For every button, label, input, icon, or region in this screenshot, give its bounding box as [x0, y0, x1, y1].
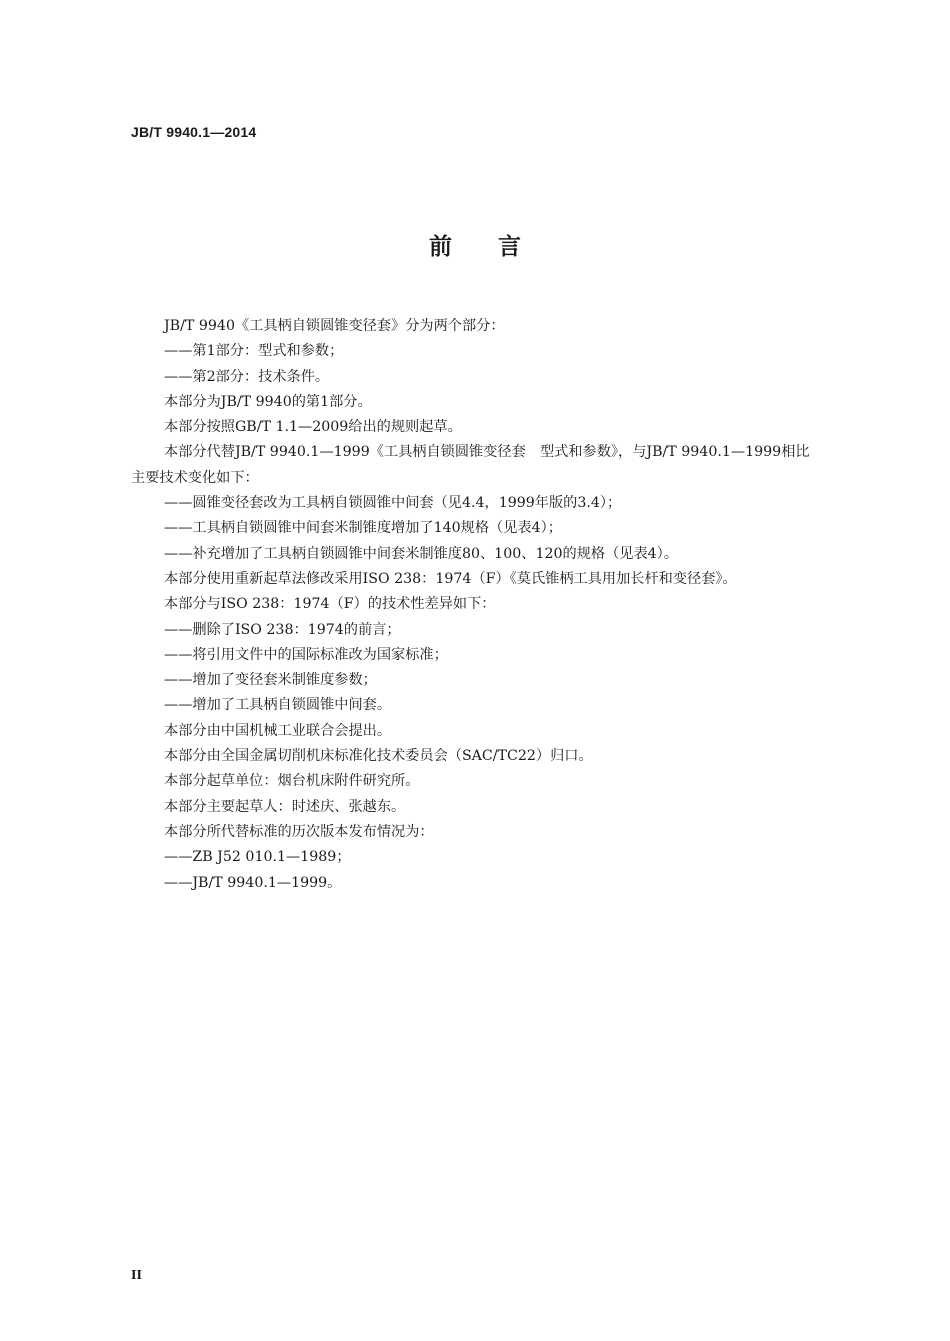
paragraph-line: 本部分按照GB/T 1.1—2009给出的规则起草。 — [164, 419, 462, 436]
list-item: ——圆锥变径套改为工具柄自锁圆锥中间套（见4.4，1999年版的3.4）； — [164, 495, 622, 512]
foreword-body — [131, 314, 881, 896]
paragraph-line: JB/T 9940《工具柄自锁圆锥变径套》分为两个部分： — [164, 318, 505, 334]
list-item: ——第1部分：型式和参数； — [164, 343, 344, 360]
title-char-2: 言 — [498, 234, 521, 260]
paragraph-line: 本部分代替JB/T 9940.1—1999《工具柄自锁圆锥变径套 型式和参数》，与JB/T 9940.1—1999相比 — [164, 444, 810, 461]
paragraph-line: 本部分主要起草人：时述庆、张越东。 — [164, 798, 406, 815]
list-item: ——删除了ISO 238：1974的前言； — [164, 621, 401, 638]
list-item: ——增加了工具柄自锁圆锥中间套。 — [164, 697, 392, 714]
paragraph-line: 本部分起草单位：烟台机床附件研究所。 — [164, 773, 420, 790]
list-item: ——补充增加了工具柄自锁圆锥中间套米制锥度80、100、120的规格（见表4）。 — [164, 545, 678, 562]
standard-code: JB/T 9940.1—2014 — [131, 124, 257, 140]
paragraph-line: 本部分与ISO 238：1974（F）的技术性差异如下： — [164, 596, 496, 613]
paragraph-line: 本部分使用重新起草法修改采用ISO 238：1974（F）《莫氏锥柄工具用加长杆和变径套》。 — [164, 570, 737, 587]
list-item: ——增加了变径套米制锥度参数； — [164, 672, 377, 689]
paragraph-line: 本部分由全国金属切削机床标准化技术委员会（SAC/TC22）归口。 — [164, 748, 593, 765]
page-number: II — [131, 1268, 142, 1283]
list-item: ——工具柄自锁圆锥中间套米制锥度增加了140规格（见表4）； — [164, 520, 562, 537]
title-char-1: 前 — [429, 234, 452, 260]
list-item: ——JB/T 9940.1—1999。 — [164, 874, 342, 891]
list-item: ——ZB J52 010.1—1989； — [164, 849, 351, 866]
list-item: ——第2部分：技术条件。 — [164, 368, 330, 385]
page-title — [0, 228, 950, 261]
paragraph-line: 本部分为JB/T 9940的第1部分。 — [164, 393, 372, 410]
paragraph-line-continued: 主要技术变化如下： — [131, 469, 259, 486]
paragraph-line: 本部分由中国机械工业联合会提出。 — [164, 722, 392, 739]
list-item: ——将引用文件中的国际标准改为国家标准； — [164, 646, 448, 663]
paragraph-line: 本部分所代替标准的历次版本发布情况为： — [164, 823, 434, 840]
